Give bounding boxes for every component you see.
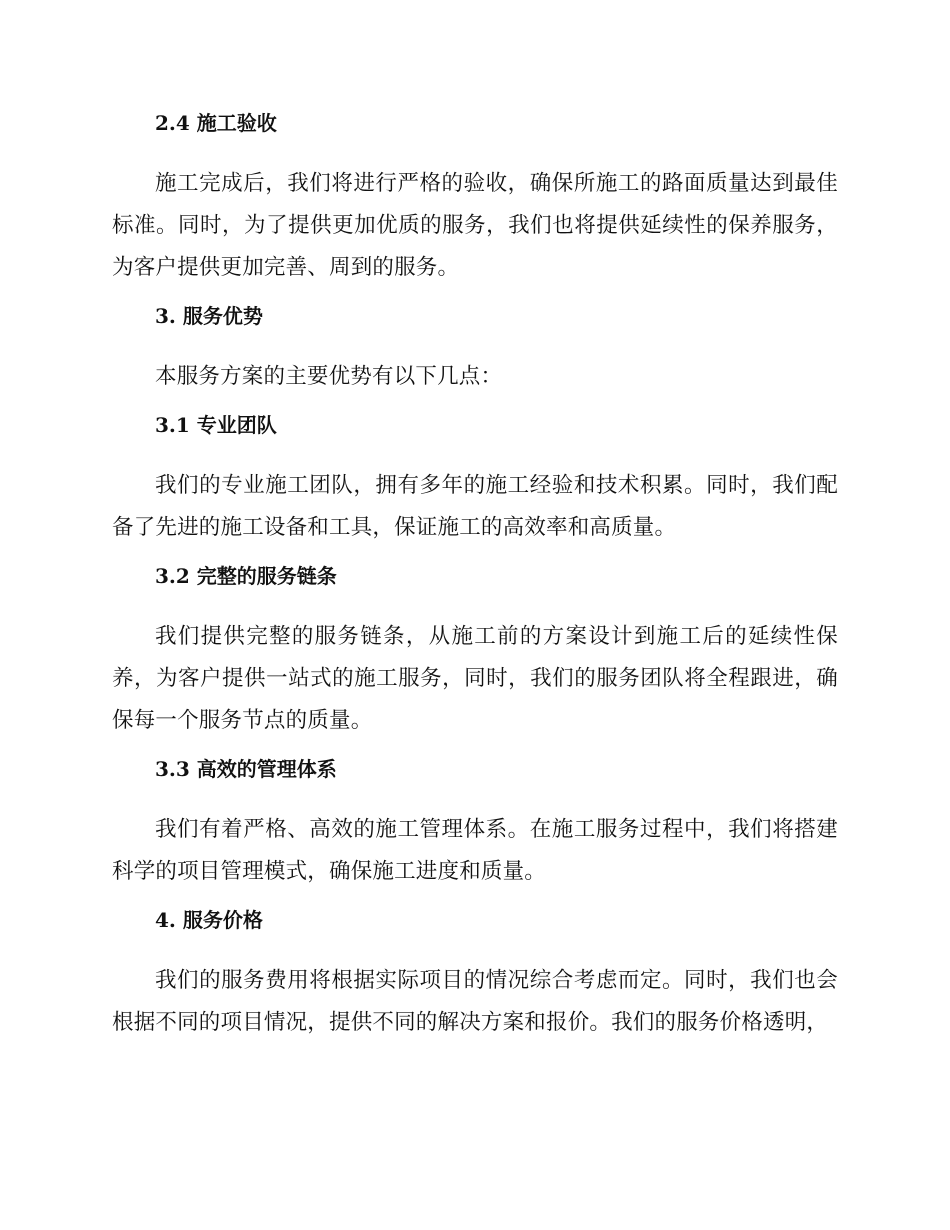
section-heading-management-system: 3.3 高效的管理体系: [155, 757, 337, 781]
section-heading-advantages: 3. 服务优势: [155, 304, 263, 328]
paragraph-management-system: 我们有着严格、高效的施工管理体系。在施工服务过程中，我们将搭建科学的项目管理模式，确保施工进度和质量。: [112, 817, 838, 884]
paragraph-professional-team: 我们的专业施工团队，拥有多年的施工经验和技术积累。同时，我们配备了先进的施工设备和工具，保证施工的高效率和高质量。: [112, 473, 838, 540]
paragraph-acceptance: 施工完成后，我们将进行严格的验收，确保所施工的路面质量达到最佳标准。同时，为了提供更加优质的服务，我们也将提供延续性的保养服务，为客户提供更加完善、周到的服务。: [112, 171, 838, 280]
paragraph-advantages-intro: 本服务方案的主要优势有以下几点：: [155, 364, 503, 389]
section-heading-service-price: 4. 服务价格: [155, 908, 263, 932]
paragraph-service-price: 我们的服务费用将根据实际项目的情况综合考虑而定。同时，我们也会根据不同的项目情况，提供不同的解决方案和报价。我们的服务价格透明，: [112, 968, 838, 1035]
section-heading-professional-team: 3.1 专业团队: [155, 413, 277, 437]
document-body: [112, 0, 838, 1044]
section-heading-service-chain: 3.2 完整的服务链条: [155, 564, 337, 588]
paragraph-service-chain: 我们提供完整的服务链条，从施工前的方案设计到施工后的延续性保养，为客户提供一站式的施工服务，同时，我们的服务团队将全程跟进，确保每一个服务节点的质量。: [112, 624, 838, 733]
section-heading-acceptance: 2.4 施工验收: [155, 111, 277, 135]
